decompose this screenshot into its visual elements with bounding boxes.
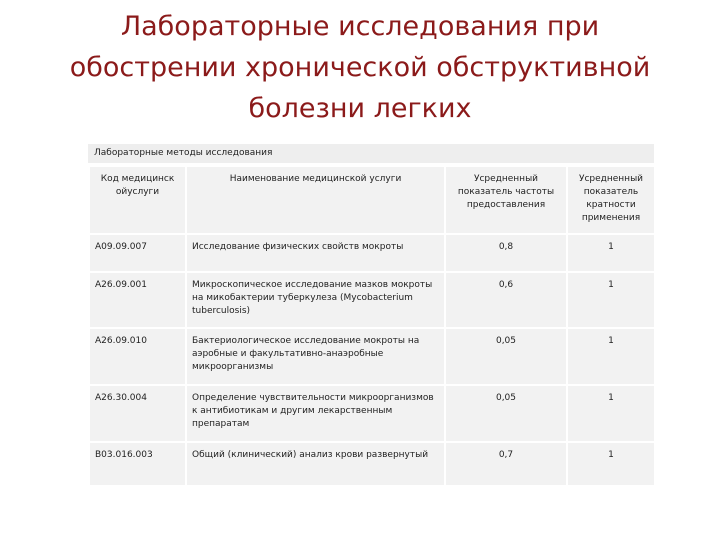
cell-code: A09.09.007: [89, 234, 186, 272]
slide-title: [20, 6, 700, 129]
cell-frequency: 0,8: [445, 234, 567, 272]
cell-name: Общий (клинический) анализ крови развернутый: [186, 442, 445, 486]
cell-name: Исследование физических свойств мокроты: [186, 234, 445, 272]
cell-multiplicity: 1: [567, 272, 655, 328]
cell-code: A26.09.010: [89, 328, 186, 385]
title-line-3: болезни легких: [248, 93, 472, 124]
cell-multiplicity: 1: [567, 328, 655, 385]
cell-multiplicity: 1: [567, 385, 655, 442]
cell-code: A26.30.004: [89, 385, 186, 442]
cell-frequency: 0,05: [445, 328, 567, 385]
cell-frequency: 0,6: [445, 272, 567, 328]
table-row: [89, 385, 655, 442]
cell-frequency: 0,05: [445, 385, 567, 442]
cell-name: Бактериологическое исследование мокроты на аэробные и факультативно-анаэробные микроорганизмы: [186, 328, 445, 385]
cell-code: B03.016.003: [89, 442, 186, 486]
table-header-row: [89, 166, 655, 234]
title-line-1: Лабораторные исследования при: [120, 11, 600, 42]
cell-name: Микроскопическое исследование мазков мокроты на микобактерии туберкулеза (Mycobacterium tuberculosis): [186, 272, 445, 328]
header-name: Наименование медицинской услуги: [186, 166, 445, 234]
title-line-2: обострении хронической обструктивной: [69, 52, 651, 83]
header-code: Код медицинск ойуслуги: [89, 166, 186, 234]
lab-methods-table: [88, 144, 654, 487]
header-multiplicity: Усредненный показатель кратности применения: [567, 166, 655, 234]
header-frequency: Усредненный показатель частоты предоставления: [445, 166, 567, 234]
cell-frequency: 0,7: [445, 442, 567, 486]
cell-multiplicity: 1: [567, 234, 655, 272]
table-row: [89, 328, 655, 385]
cell-name: Определение чувствительности микроорганизмов к антибиотикам и другим лекарственным препаратам: [186, 385, 445, 442]
table-row: [89, 272, 655, 328]
table-caption: Лабораторные методы исследования: [88, 144, 654, 165]
table-row: [89, 442, 655, 486]
cell-code: A26.09.001: [89, 272, 186, 328]
cell-multiplicity: 1: [567, 442, 655, 486]
table-row: [89, 234, 655, 272]
table-grid: [88, 165, 656, 487]
